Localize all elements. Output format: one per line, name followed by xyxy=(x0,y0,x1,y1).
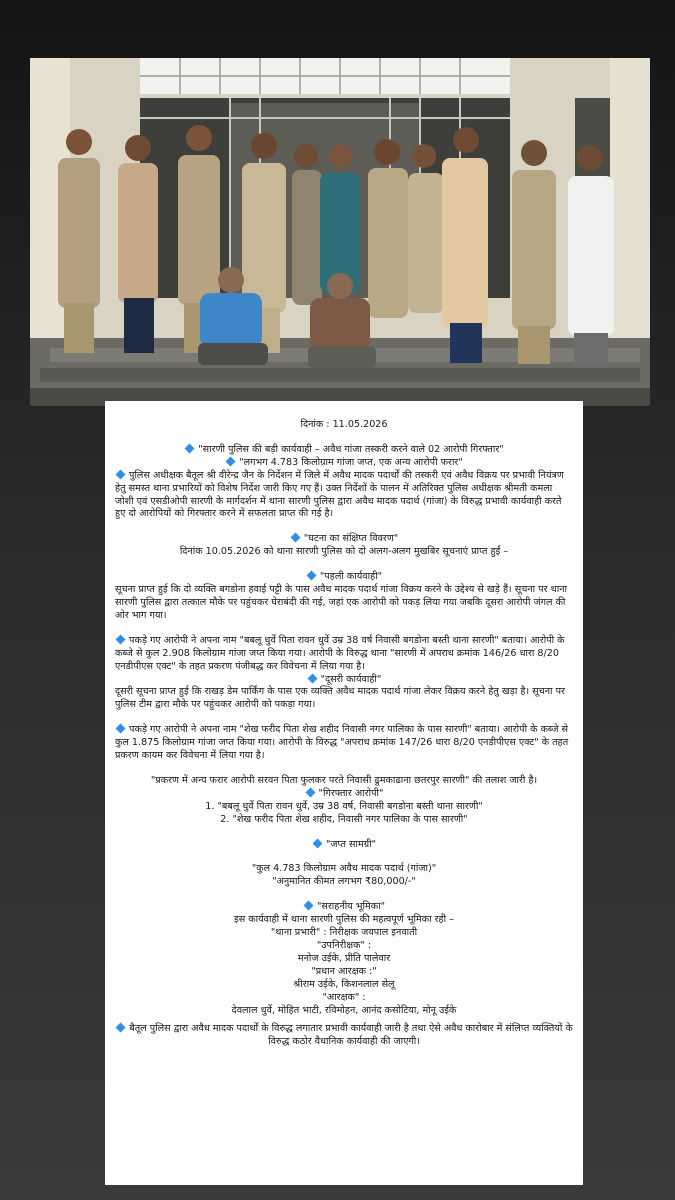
role-line: "आरक्षक" : xyxy=(322,991,366,1003)
diamond-bullet-icon xyxy=(116,634,126,644)
group-photo-illustration xyxy=(30,58,650,406)
intro-paragraph: पुलिस अधीक्षक बैतूल श्री वीरेन्द्र जैन के निर्देशन में जिले में अवैध मादक पदार्थों की तस्करी एवं अवैध विक्रय पर प्रभावी नियंत्रण हेतु समस्त थाना प्रभारियों को विशेष निर्देश जारी किए गए हैं। उक्त निर्देशों के पालन में अतिरिक्त पुलिस अधीक्षक श्रीमती कमला जोशी एवं एसडीओपी सारणी के मार्गदर्शन में थाना सारणी पुलिस द्वारा अवैध मादक पदार्थ (गांजा) के विरुद्ध प्रभावी कार्यवाही करते हुए दो आरोपियों को गिरफ्तार करने में सफलता प्राप्त की गई है। xyxy=(115,469,564,520)
diamond-bullet-icon xyxy=(185,443,195,453)
diamond-bullet-icon xyxy=(226,456,236,466)
arrested-item: 1. "बबलू धुर्वे पिता रावन धुर्वे, उम्र 38 वर्ष, निवासी बगडोना बस्ती थाना सारणी" xyxy=(205,800,483,812)
role-line: "थाना प्रभारी" : निरीक्षक जयपाल इनवाती xyxy=(270,927,418,939)
diamond-bullet-icon xyxy=(304,901,314,911)
headline: "सारणी पुलिस की बड़ी कार्यवाही – अवैध गांजा तस्करी करने वाले 02 आरोपी गिरफ्तार" xyxy=(115,444,573,457)
role-line: मनोज उईके, प्रीति पालेवार xyxy=(297,952,391,964)
role-line: देवलाल धुर्वे, मोहित भाटी, रविमोहन, आनंद कसोटिया, मोनू उईके xyxy=(231,1004,457,1016)
group-photo xyxy=(30,58,650,406)
second-action-text: दूसरी सूचना प्राप्त हुई कि राखड़ डेम पार्किंग के पास एक व्यक्ति अवैध मादक पदार्थ गांजा लेकर विक्रय करने हेतु खड़ा है। सूचना पर पुलिस टीम द्वारा मौके पर पहुंचकर आरोपी को पकड़ा गया। xyxy=(115,686,565,711)
date-line: दिनांक : 11.05.2026 xyxy=(300,419,388,430)
diamond-bullet-icon xyxy=(313,838,323,848)
summary-heading: "घटना का संक्षिप्त विवरण" xyxy=(115,533,573,546)
diamond-bullet-icon xyxy=(305,787,315,797)
role-heading: "सराहनीय भूमिका" xyxy=(115,901,573,914)
role-line: "उपनिरीक्षक" : xyxy=(316,940,372,951)
role-line: श्रीराम उईके, किशनलाल सेलू xyxy=(293,978,395,990)
second-arrest-paragraph: पकड़े गए आरोपी ने अपना नाम "शेख फरीद पिता शेख शहीद निवासी नगर पालिका के पास सारणी" बताया। आरोपी के कब्जे से कुल 1.875 किलोग्राम गांजा जप्त किया गया। आरोपी के विरुद्ध "अपराध क्रमांक 147/26 धारा 8/20 एनडीपीएस एक्ट" के तहत प्रकरण कायम कर विवेचना में लिया गया है। xyxy=(115,724,569,762)
first-action-text: सूचना प्राप्त हुई कि दो व्यक्ति बगडोना हवाई पट्टी के पास अवैध मादक पदार्थ गांजा विक्रय करने के उद्देश्य से खड़े हैं। सूचना पर थाना सारणी पुलिस द्वारा तत्काल मौके पर पहुंचकर घेराबंदी की गई, जहां एक आरोपी को पकड़ लिया गया जबकि दूसरा आरोपी जंगल की ओर भाग गया। xyxy=(115,584,568,621)
role-intro: इस कार्यवाही में थाना सारणी पुलिस की महत्वपूर्ण भूमिका रही – xyxy=(234,914,454,926)
first-action-heading: "पहली कार्यवाही" xyxy=(115,571,573,584)
diamond-bullet-icon xyxy=(116,469,126,479)
summary-text: दिनांक 10.05.2026 को थाना सारणी पुलिस को दो अलग-अलग मुखबिर सूचनाएं प्राप्त हुईं – xyxy=(179,546,509,558)
press-release-card xyxy=(105,401,583,1185)
seized-heading: "जप्त सामग्री" xyxy=(115,839,573,852)
first-arrest-paragraph: पकड़े गए आरोपी ने अपना नाम "बबलू धुर्वे पिता रावन धुर्वे उम्र 38 वर्ष निवासी बगडोना बस्ती थाना सारणी" बताया। आरोपी के कब्जे से कुल 2.908 किलोग्राम गांजा जप्त किया गया। आरोपी के विरुद्ध थाना "सारणी में अपराध क्रमांक 146/26 धारा 8/20 एनडीपीएस एक्ट" के तहत प्रकरण पंजीबद्ध कर विवेचना में लिया गया है। xyxy=(115,634,565,672)
arrested-item: 2. "शेख फरीद पिता शेख शहीद, निवासी नगर पालिका के पास सारणी" xyxy=(220,813,468,825)
absconding-accused: "प्रकरण में अन्य फरार आरोपी सरवन पिता फुलकर परते निवासी ढुमकाढाना छतरपुर सारणी" की तलाश जारी है। xyxy=(150,774,538,786)
diamond-bullet-icon xyxy=(307,673,317,683)
subheadline: "लगभग 4.783 किलोग्राम गांजा जप्त, एक अन्य आरोपी फरार" xyxy=(115,457,573,470)
second-action-heading: "दूसरी कार्यवाही" xyxy=(115,674,573,687)
diamond-bullet-icon xyxy=(290,533,300,543)
diamond-bullet-icon xyxy=(306,571,316,581)
seized-value: "अनुमानित कीमत लगभग ₹80,000/-" xyxy=(272,876,416,888)
diamond-bullet-icon xyxy=(116,724,126,734)
arrested-heading: "गिरफ्तार आरोपी" xyxy=(115,788,573,801)
diamond-bullet-icon xyxy=(116,1023,126,1033)
seized-total: "कुल 4.783 किलोग्राम अवैध मादक पदार्थ (गांजा)" xyxy=(251,863,437,875)
closing-statement: बैतूल पुलिस द्वारा अवैध मादक पदार्थों के विरुद्ध लगातार प्रभावी कार्यवाही जारी है तथा ऐसे अवैध कारोबार में संलिप्त व्यक्तियों के विरुद्ध कठोर वैधानिक कार्यवाही की जाएगी। xyxy=(115,1023,573,1049)
role-line: "प्रधान आरक्षक :" xyxy=(311,965,377,977)
